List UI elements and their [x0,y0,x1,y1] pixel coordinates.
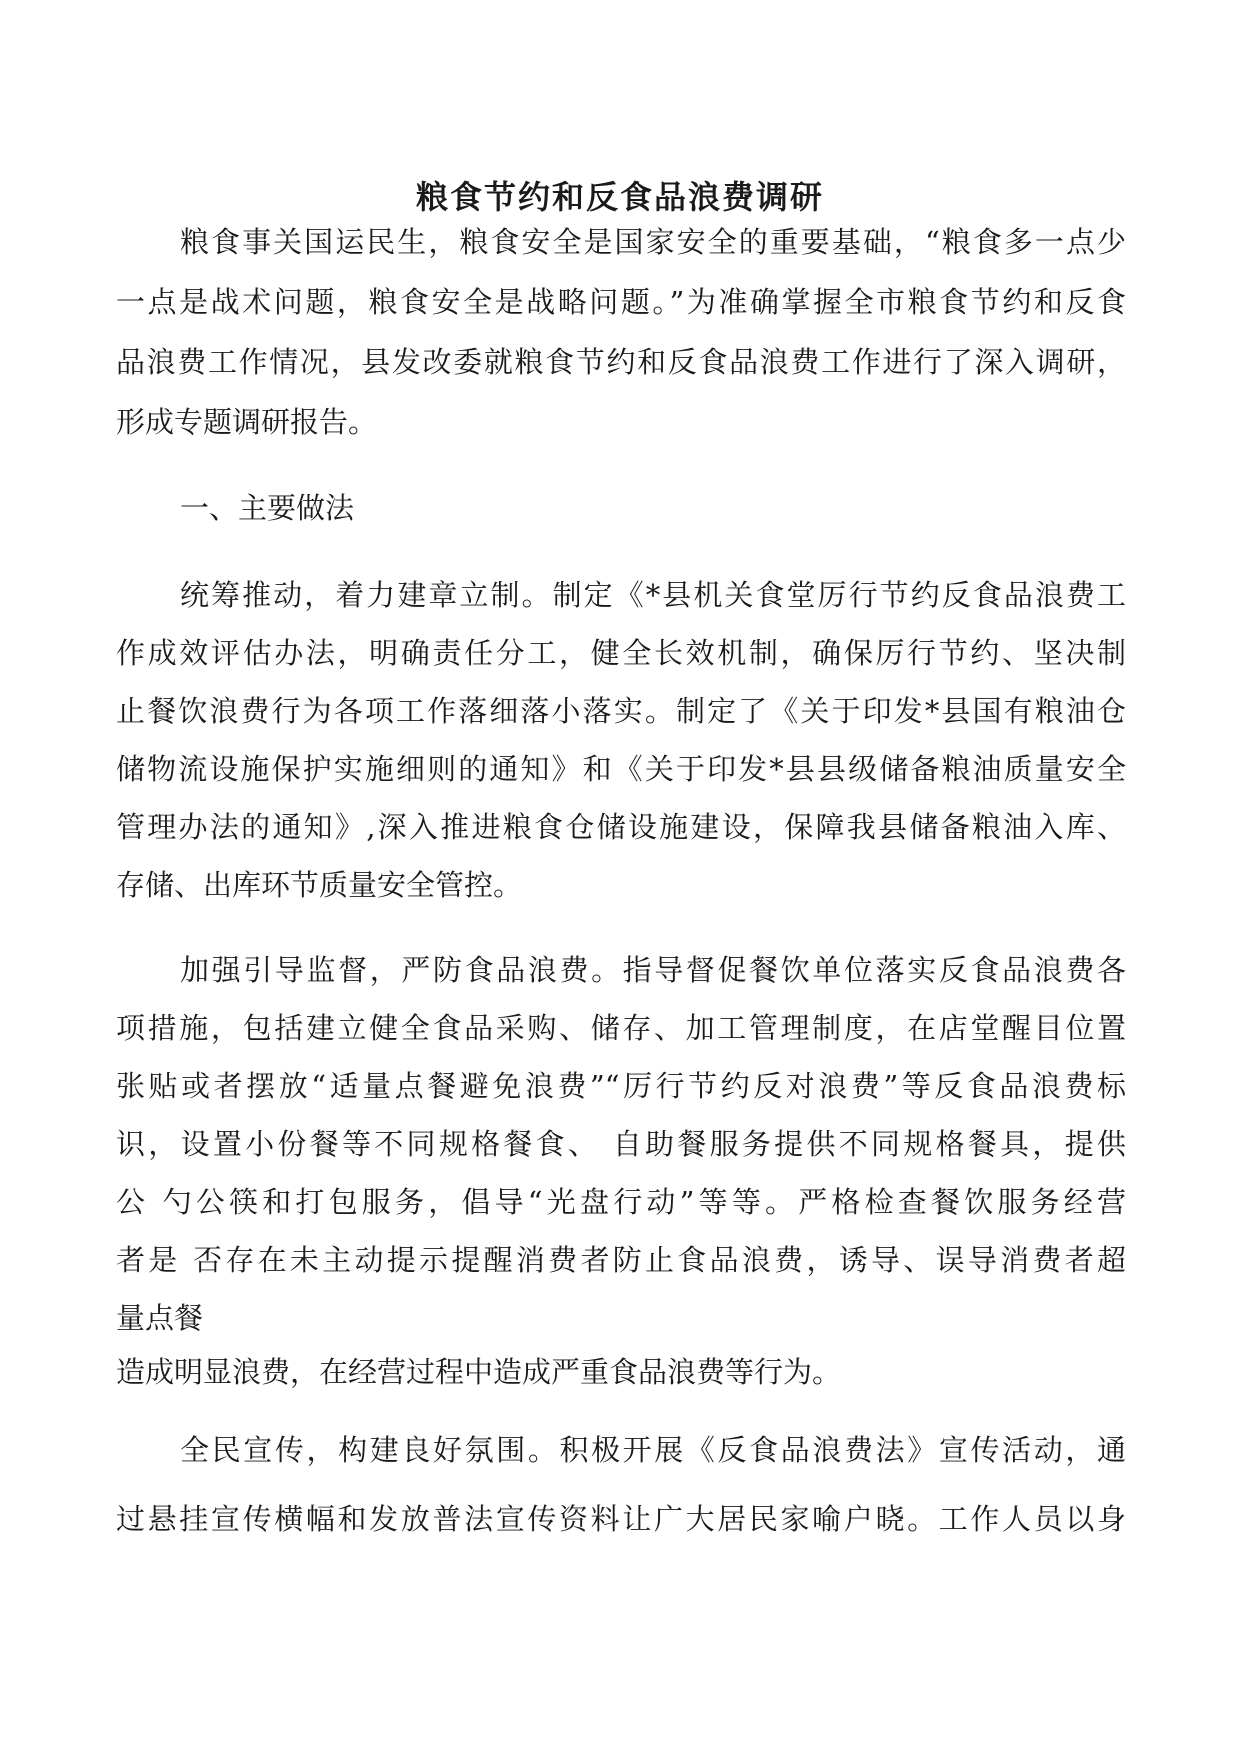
section-heading: 一、主要做法 [180,491,355,525]
text-line: 统筹推动，着力建章立制。制定《*县机关食堂厉行节约反食品浪费工 [180,578,1126,612]
text-line: 形成专题调研报告。 [116,405,378,439]
text-line: 作成效评估办法，明确责任分工，健全长效机制，确保厉行节约、坚决制 [116,636,1126,670]
text-line: 量点餐 [116,1301,204,1335]
text-line: 公 勺公筷和打包服务，倡导“光盘行动”等等。严格检查餐饮服务经营 [116,1185,1126,1219]
text-line: 全民宣传，构建良好氛围。积极开展《反食品浪费法》宣传活动，通 [180,1433,1126,1467]
text-line: 止餐饮浪费行为各项工作落细落小落实。制定了《关于印发*县国有粮油仓 [116,694,1126,728]
text-line: 张贴或者摆放“适量点餐避免浪费”“厉行节约反对浪费”等反食品浪费标 [116,1069,1126,1103]
text-line: 储物流设施保护实施细则的通知》和《关于印发*县县级储备粮油质量安全 [116,752,1126,786]
text-line: 管理办法的通知》,深入推进粮食仓储设施建设，保障我县储备粮油入库、 [116,810,1126,844]
text-line: 品浪费工作情况，县发改委就粮食节约和反食品浪费工作进行了深入调研， [116,345,1126,379]
text-line: 者是 否存在未主动提示提醒消费者防止食品浪费，诱导、误导消费者超 [116,1243,1126,1277]
document-title: 粮食节约和反食品浪费调研 [415,178,824,216]
text-line: 一点是战术问题，粮食安全是战略问题。”为准确掌握全市粮食节约和反食 [116,285,1126,319]
text-line: 存储、出库环节质量安全管控。 [116,868,523,902]
text-line: 项措施，包括建立健全食品采购、储存、加工管理制度，在店堂醒目位置 [116,1011,1126,1045]
text-line: 粮食事关国运民生，粮食安全是国家安全的重要基础，“粮食多一点少 [180,225,1126,259]
text-line: 加强引导监督，严防食品浪费。指导督促餐饮单位落实反食品浪费各 [180,953,1126,987]
text-line: 造成明显浪费，在经营过程中造成严重食品浪费等行为。 [116,1355,842,1389]
text-line: 识，设置小份餐等不同规格餐食、 自助餐服务提供不同规格餐具，提供 [116,1127,1126,1161]
text-line: 过悬挂宣传横幅和发放普法宣传资料让广大居民家喻户晓。工作人员以身 [116,1502,1126,1536]
